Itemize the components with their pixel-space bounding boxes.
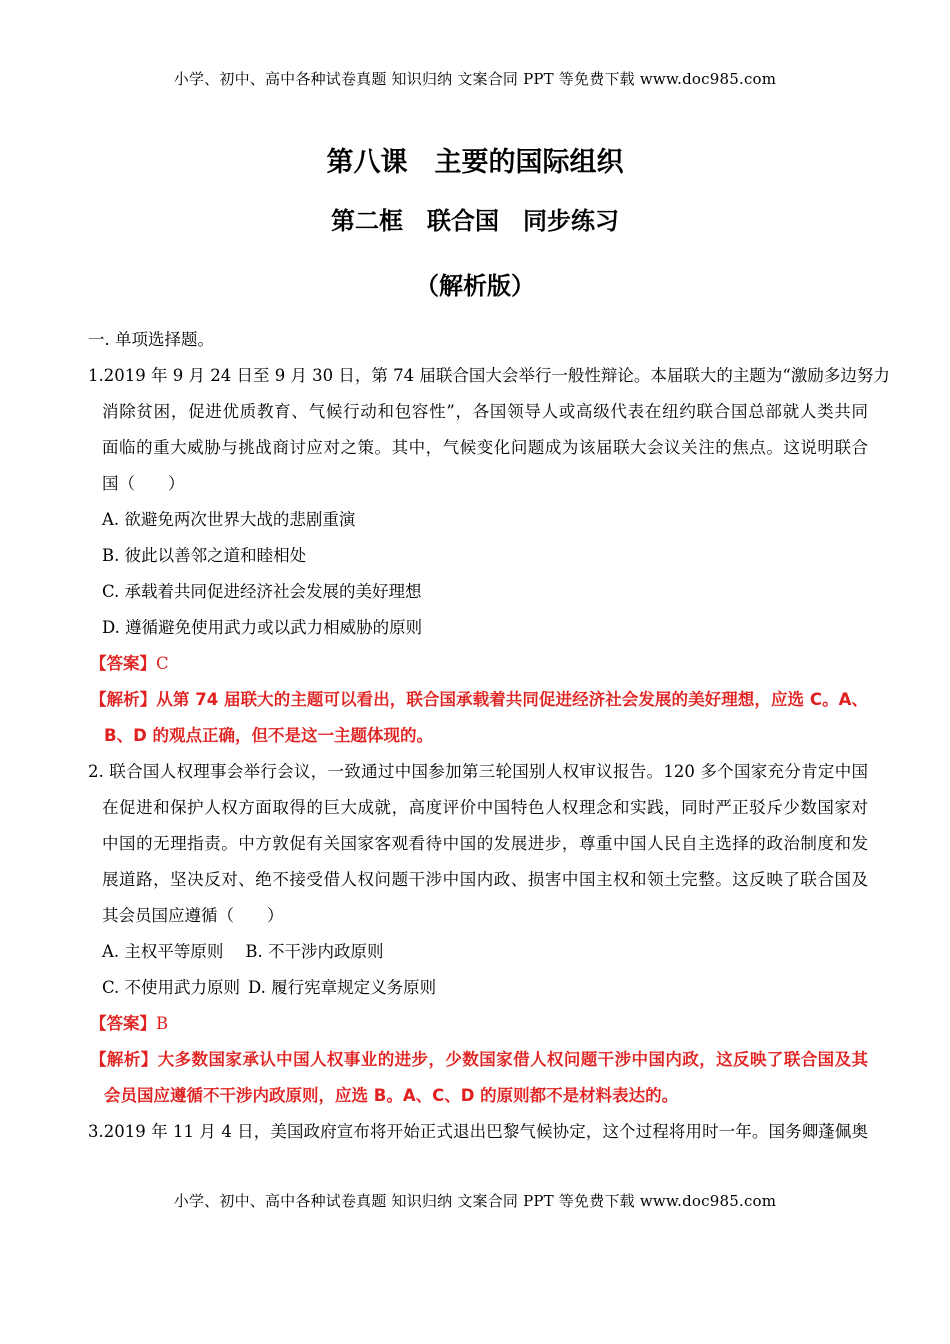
question-1-line: 面临的重大威胁与挑战商讨应对之策。其中，气候变化问题成为该届联大会议关注的焦点。这说明联合 <box>102 438 868 457</box>
answer-tag: 【答案】 <box>90 1014 156 1033</box>
question-1-option-a: A. 欲避免两次世界大战的悲剧重演 <box>102 510 356 529</box>
answer-tag: 【答案】 <box>90 654 156 673</box>
answer-value: C <box>156 654 169 673</box>
question-2-line: 其会员国应遵循（ ） <box>102 906 284 925</box>
page-header: 小学、初中、高中各种试卷真题 知识归纳 文案合同 PPT 等免费下载 www.doc985.com <box>173 70 777 88</box>
question-2-analysis <box>88 1042 868 1114</box>
question-2-answer <box>88 1006 868 1042</box>
question-3-line: 3.2019 年 11 月 4 日，美国政府宣布将开始正式退出巴黎气候协定，这个过程将用时一年。国务卿蓬佩奥 <box>88 1122 868 1141</box>
question-1-answer <box>88 646 868 682</box>
question-1-analysis <box>88 682 868 754</box>
document-body <box>88 322 890 1150</box>
question-2 <box>88 754 868 1114</box>
lesson-title: 第八课 主要的国际组织 <box>326 147 624 178</box>
question-2-line: 中国的无理指责。中方敦促有关国家客观看待中国的发展进步，尊重中国人民自主选择的政治制度和发 <box>102 834 868 853</box>
question-1-line: 消除贫困，促进优质教育、气候行动和包容性”，各国领导人或高级代表在纽约联合国总部就人类共同 <box>102 402 868 421</box>
question-1-option-d: D. 遵循避免使用武力或以武力相威胁的原则 <box>102 618 423 637</box>
question-2-line: 在促进和保护人权方面取得的巨大成就，高度评价中国特色人权理念和实践，同时严正驳斥少数国家对 <box>102 798 868 817</box>
question-1-option-b: B. 彼此以善邻之道和睦相处 <box>102 546 307 565</box>
question-1 <box>88 358 890 754</box>
question-2-options-row <box>88 934 868 970</box>
question-2-option-c: C. 不使用武力原则 <box>102 978 241 997</box>
analysis-text: 从第 74 届联大的主题可以看出，联合国承载着共同促进经济社会发展的美好理想，应选 C。A、 <box>156 690 869 709</box>
analysis-text: B、D 的观点正确，但不是这一主题体现的。 <box>104 726 434 745</box>
section-subtitle: 第二框 联合国 同步练习 <box>331 207 619 235</box>
question-2-line: 展道路，坚决反对、绝不接受借人权问题干涉中国内政、损害中国主权和领土完整。这反映了联合国及 <box>102 870 868 889</box>
section-heading: 一. 单项选择题。 <box>88 330 214 349</box>
analysis-text: 会员国应遵循不干涉内政原则，应选 B。A、C、D 的原则都不是材料表达的。 <box>104 1086 679 1105</box>
question-1-line: 1.2019 年 9 月 24 日至 9 月 30 日，第 74 届联合国大会举行一般性辩论。本届联大的主题为“激励多边努力 <box>88 366 890 385</box>
question-1-option-c: C. 承载着共同促进经济社会发展的美好理想 <box>102 582 422 601</box>
page-footer: 小学、初中、高中各种试卷真题 知识归纳 文案合同 PPT 等免费下载 www.doc985.com <box>173 1192 777 1210</box>
question-3 <box>88 1114 868 1150</box>
question-2-option-a: A. 主权平等原则 <box>102 942 224 961</box>
answer-value: B <box>156 1014 169 1033</box>
analysis-tag: 【解析】 <box>90 1050 158 1069</box>
analysis-tag: 【解析】 <box>90 690 157 709</box>
edition-label: （解析版） <box>415 272 535 300</box>
question-2-options-row <box>88 970 868 1006</box>
question-2-option-b: B. 不干涉内政原则 <box>245 942 384 961</box>
analysis-text: 大多数国家承认中国人权事业的进步，少数国家借人权问题干涉中国内政，这反映了联合国及其 <box>157 1050 869 1069</box>
question-2-line: 2. 联合国人权理事会举行会议，一致通过中国参加第三轮国别人权审议报告。120 多个国家充分肯定中国 <box>88 762 868 781</box>
question-1-line: 国（ ） <box>102 474 185 493</box>
question-2-option-d: D. 履行宪章规定义务原则 <box>248 978 437 997</box>
